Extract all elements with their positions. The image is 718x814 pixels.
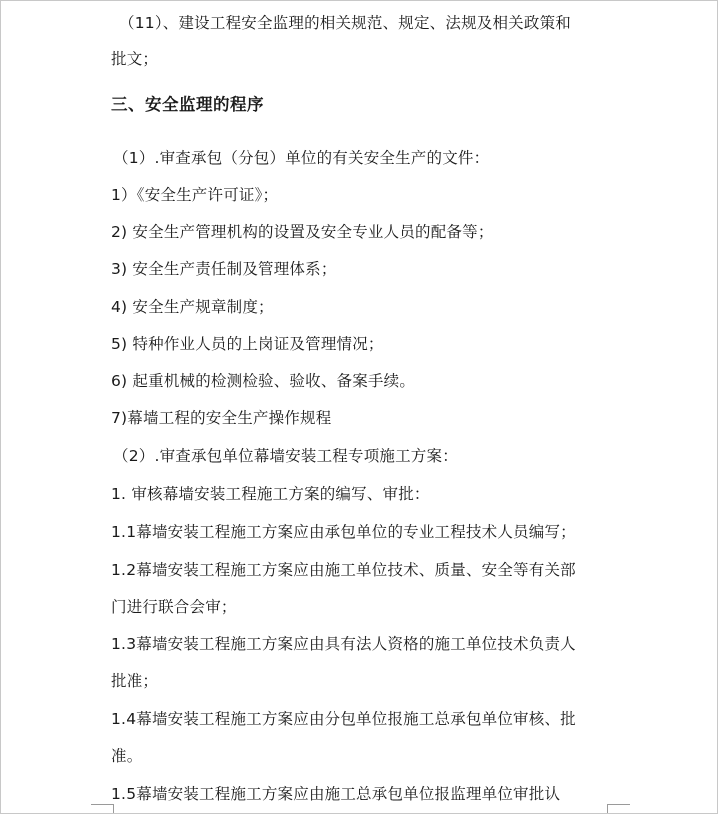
list-item: 3) 安全生产责任制及管理体系； [111,260,337,278]
list-item: 1.4幕墙安装工程施工方案应由分包单位报施工总承包单位审核、批 [111,710,576,728]
list-item: 2) 安全生产管理机构的设置及安全专业人员的配备等； [111,223,494,241]
page-margin-mark-right [607,804,630,813]
section-heading: 三、安全监理的程序 [111,95,264,114]
list-item: 1.2幕墙安装工程施工方案应由施工单位技术、质量、安全等有关部 [111,561,576,579]
list-item: 4) 安全生产规章制度； [111,298,274,316]
paragraph-line: （11）、建设工程安全监理的相关规范、规定、法规及相关政策和 [119,14,571,32]
paragraph-line: 批准； [111,672,159,690]
paragraph-line: 批文； [111,50,159,68]
paragraph-line: 准。 [111,747,143,765]
list-item: 1.3幕墙安装工程施工方案应由具有法人资格的施工单位技术负责人 [111,635,576,653]
list-item: 1）《安全生产许可证》； [111,186,279,204]
list-item: 1.1幕墙安装工程施工方案应由承包单位的专业工程技术人员编写； [111,523,576,541]
paragraph-line: 门进行联合会审； [111,598,237,616]
paragraph-line: （1）.审查承包（分包）单位的有关安全生产的文件： [113,149,490,167]
paragraph-line: （2）.审查承包单位幕墙安装工程专项施工方案： [113,447,458,465]
list-item: 6) 起重机械的检测检验、验收、备案手续。 [111,372,416,390]
list-item: 1. 审核幕墙安装工程施工方案的编写、审批： [111,485,430,503]
page-margin-mark-left [91,804,114,813]
list-item: 5) 特种作业人员的上岗证及管理情况； [111,335,384,353]
list-item: 1.5幕墙安装工程施工方案应由施工总承包单位报监理单位审批认 [111,785,561,803]
list-item: 7)幕墙工程的安全生产操作规程 [111,409,332,427]
